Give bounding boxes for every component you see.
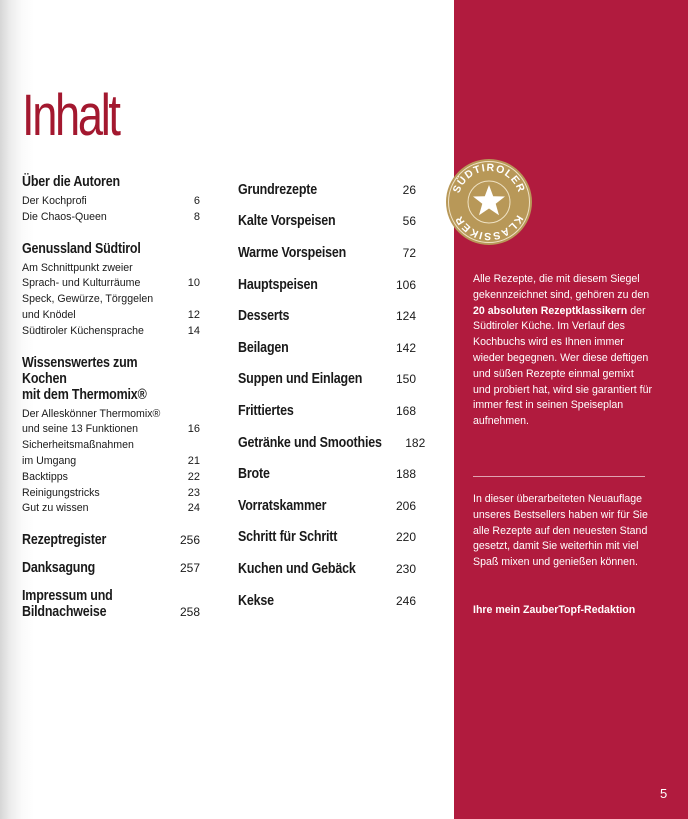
toc-heading-row[interactable]: [22, 588, 200, 620]
toc-entry[interactable]: [22, 276, 200, 292]
toc-chapter-page: 168: [395, 403, 416, 418]
toc-chapter-page: 220: [395, 530, 416, 545]
toc-chapter: Brote: [238, 466, 270, 483]
toc-chapter: Vorratskammer: [238, 497, 327, 514]
toc-entry-page: 23: [187, 486, 200, 499]
toc-section: [22, 241, 200, 340]
toc-heading-row[interactable]: [22, 532, 200, 548]
toc-entry-page: 6: [193, 195, 200, 207]
toc-chapter-page: 150: [395, 372, 416, 387]
toc-entry-label: Die Chaos-Queen: [22, 210, 107, 223]
toc-heading: Impressum und Bildnachweise: [22, 588, 113, 621]
page-number: 5: [660, 786, 668, 801]
toc-chapter: Beilagen: [238, 339, 289, 356]
toc-chapter-row[interactable]: [238, 269, 416, 301]
seal-text-bottom: KLASSIKER: [452, 213, 526, 243]
toc-chapter-row[interactable]: [238, 427, 426, 459]
toc-entry-label: Am Schnittpunkt zweier: [22, 261, 133, 274]
toc-entry[interactable]: [22, 470, 200, 486]
panel-divider: [473, 476, 645, 477]
toc-chapter-page: 182: [405, 435, 426, 450]
toc-chapter: Kuchen und Gebäck: [238, 560, 356, 577]
toc-entry[interactable]: [22, 210, 200, 226]
toc-entry-label: im Umgang: [22, 454, 77, 467]
toc-chapter-row[interactable]: [238, 395, 416, 427]
toc-entry-page: 12: [187, 308, 200, 321]
toc-chapter: Warme Vorspeisen: [238, 244, 347, 261]
toc-entry-label: und seine 13 Funktionen: [22, 423, 139, 436]
toc-entry-label: Der Alleskönner Thermomix®: [22, 407, 161, 420]
toc-heading: Rezeptregister: [22, 532, 107, 549]
toc-entry[interactable]: [22, 308, 200, 324]
toc-entry-page: 10: [187, 277, 200, 290]
suedtiroler-klassiker-seal: [445, 158, 533, 246]
seal-explanation-highlight: 20 absoluten Rezeptklassikern: [473, 304, 628, 317]
toc-chapter-page: 56: [402, 214, 416, 229]
toc-heading-row[interactable]: [22, 560, 200, 576]
toc-entry-page: 24: [187, 502, 200, 515]
toc-entry[interactable]: [22, 194, 200, 210]
toc-chapter-row[interactable]: [238, 522, 416, 554]
toc-heading: Wissenswertes zum Kochen mit dem Thermomix®: [22, 354, 147, 403]
toc-chapter-page: 124: [395, 309, 416, 324]
seal-text-top: SÜDTIROLER: [450, 161, 528, 195]
toc-entry-label: Südtiroler Küchensprache: [22, 324, 144, 337]
toc-entry-page: 14: [187, 324, 200, 337]
toc-page-number: 257: [179, 561, 200, 576]
toc-chapter: Schritt für Schritt: [238, 529, 338, 546]
toc-entry-page: 16: [187, 423, 200, 436]
toc-section: [22, 560, 200, 576]
toc-chapter: Kalte Vorspeisen: [238, 213, 336, 230]
toc-chapter-row[interactable]: [238, 585, 416, 617]
toc-chapter-row[interactable]: [238, 458, 416, 490]
seal-explanation-end: der Südtiroler Küche. Im Verlauf des Kochbuchs wird es Ihnen immer wieder begegnen. Wer diese deftigen und süßen Rezepte einmal gemixt und probiert hat, wird sie garantiert für immer fest in seinen Speiseplan aufnehmen.: [473, 304, 653, 428]
toc-chapter-row[interactable]: [238, 490, 416, 522]
toc-chapter-page: 246: [395, 593, 416, 608]
toc-entry-label: Sprach- und Kulturräume: [22, 277, 141, 290]
toc-entry-label: Der Kochprofi: [22, 195, 87, 207]
toc-heading-row[interactable]: [22, 241, 200, 257]
toc-chapter-row[interactable]: [238, 300, 416, 332]
seal-explanation-start: Alle Rezepte, die mit diesem Siegel gekennzeichnet sind, gehören zu den: [473, 273, 650, 301]
toc-chapter-row[interactable]: [238, 237, 416, 269]
toc-heading: Genussland Südtirol: [22, 240, 141, 257]
toc-entry[interactable]: [22, 438, 200, 454]
new-edition-note: In dieser überarbeiteten Neuauflage unseres Bestsellers haben wir für Sie alle Rezepte auf den neuesten Stand gesetzt, damit Sie weiterhin mit viel Spaß mixen und genießen können.: [473, 493, 648, 569]
toc-chapter-page: 188: [395, 467, 416, 482]
seal-explanation: [473, 272, 653, 430]
toc-entry[interactable]: [22, 454, 200, 470]
page-title: Inhalt: [22, 83, 119, 148]
toc-chapter-page: 72: [402, 245, 416, 260]
toc-heading-row[interactable]: [22, 174, 200, 190]
toc-left-column: [22, 174, 200, 632]
toc-entry-page: 8: [193, 210, 200, 223]
toc-heading-row[interactable]: [22, 355, 200, 403]
toc-chapter: Desserts: [238, 308, 290, 325]
toc-heading: Über die Autoren: [22, 174, 120, 190]
toc-entry[interactable]: [22, 261, 200, 277]
toc-middle-column: [238, 174, 426, 616]
toc-entry-label: Speck, Gewürze, Törggelen: [22, 293, 154, 306]
editorial-signature: Ihre mein ZauberTopf-Redaktion: [473, 604, 636, 616]
toc-entry[interactable]: [22, 422, 200, 438]
toc-chapter: Hauptspeisen: [238, 276, 318, 293]
toc-chapter: Suppen und Einlagen: [238, 371, 363, 388]
toc-chapter-row[interactable]: [238, 174, 416, 206]
toc-entry[interactable]: [22, 324, 200, 340]
toc-chapter-row[interactable]: [238, 206, 416, 238]
toc-entry-label: und Knödel: [22, 308, 76, 321]
toc-entry-page: 21: [187, 454, 200, 467]
toc-section: [22, 588, 200, 620]
toc-chapter-page: 142: [395, 340, 416, 355]
toc-chapter-page: 206: [395, 498, 416, 513]
toc-page-number: 258: [179, 605, 200, 620]
toc-chapter-row[interactable]: [238, 553, 416, 585]
toc-chapter: Grundrezepte: [238, 181, 318, 198]
toc-entry[interactable]: [22, 407, 200, 423]
toc-chapter-page: 106: [395, 277, 416, 292]
toc-section: [22, 355, 200, 518]
toc-chapter: Frittiertes: [238, 402, 294, 419]
toc-entry[interactable]: [22, 292, 200, 308]
toc-section: [22, 174, 200, 226]
toc-chapter-page: 230: [395, 561, 416, 576]
toc-entry[interactable]: [22, 486, 200, 502]
toc-entry-label: Reinigungstricks: [22, 486, 100, 499]
toc-chapter: Getränke und Smoothies: [238, 434, 382, 451]
toc-chapter-page: 26: [402, 182, 416, 197]
toc-chapter: Kekse: [238, 592, 274, 609]
toc-entry-label: Gut zu wissen: [22, 502, 89, 515]
toc-page-number: 256: [179, 533, 200, 548]
toc-section: [22, 532, 200, 548]
toc-heading: Danksagung: [22, 560, 96, 577]
toc-chapter-row[interactable]: [238, 364, 416, 396]
toc-entry-label: Sicherheitsmaßnahmen: [22, 439, 134, 452]
toc-entry-label: Backtipps: [22, 470, 68, 483]
toc-chapter-row[interactable]: [238, 332, 416, 364]
toc-entry-page: 22: [187, 470, 200, 483]
toc-entry[interactable]: [22, 501, 200, 517]
